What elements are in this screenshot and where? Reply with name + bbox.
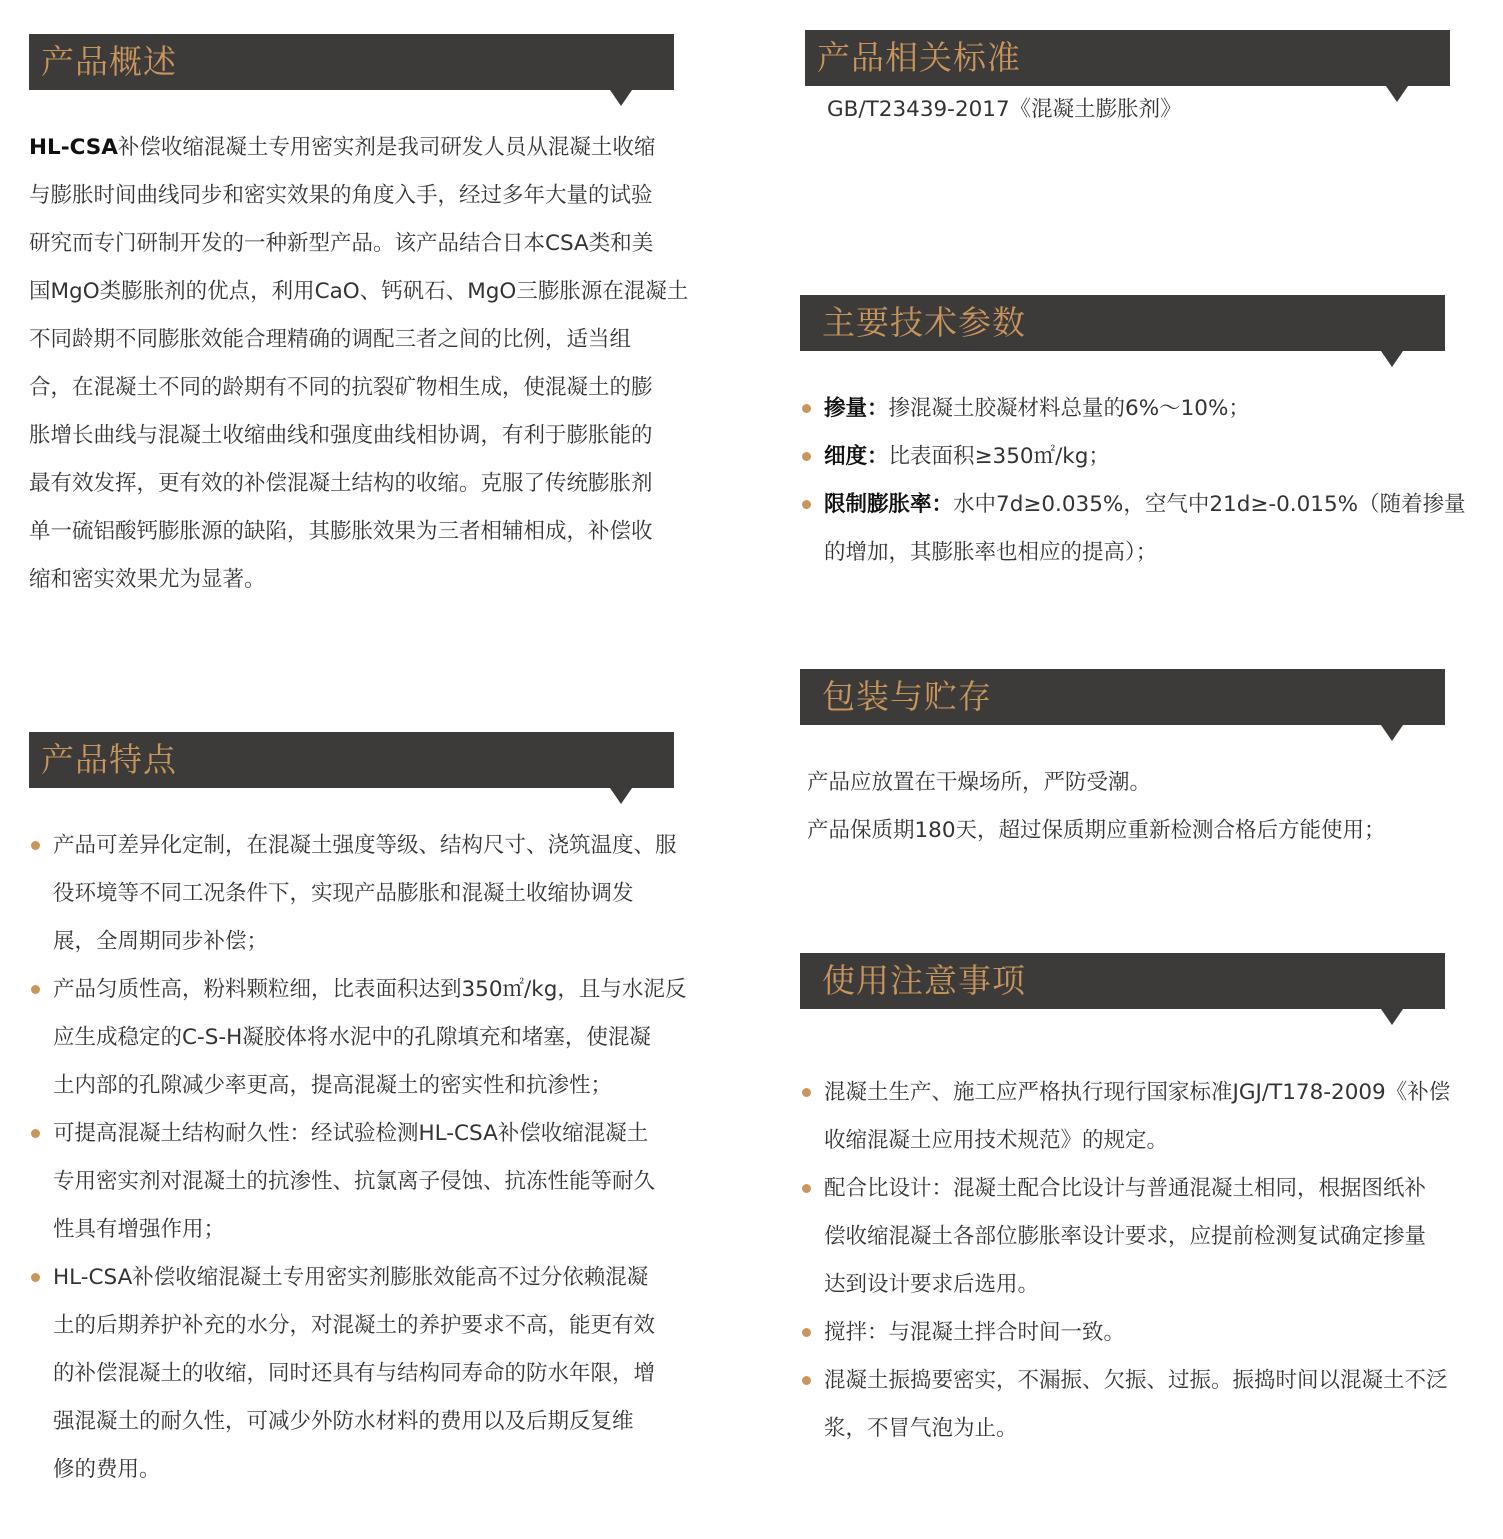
bullet-dot: [802, 1376, 811, 1385]
params-list: [800, 385, 1466, 577]
header-notch: [1386, 86, 1408, 102]
features-header: [29, 732, 674, 788]
list-item: 产品可差异化定制，在混凝土强度等级、结构尺寸、浇筑温度、服 役环境等不同工况条件下，实现产品膨胀和混凝土收缩协调发 展，全周期同步补偿；: [29, 822, 674, 966]
bullet-dot: [31, 1273, 40, 1282]
list-item: 混凝土生产、施工应严格执行现行国家标准JGJ/T178-2009《补偿 收缩混凝土应用技术规范》的规定。: [800, 1069, 1445, 1165]
packaging-title: 包装与贮存: [822, 677, 992, 716]
list-item: 产品匀质性高，粉料颗粒细，比表面积达到350㎡/kg，且与水泥反 应生成稳定的C-S-H凝胶体将水泥中的孔隙填充和堵塞，使混凝 土内部的孔隙减少率更高，提高混凝土的密实性和抗渗性；: [29, 966, 674, 1110]
overview-section: [29, 34, 689, 604]
overview-title: 产品概述: [41, 42, 177, 81]
header-notch: [610, 788, 632, 804]
packaging-header: [800, 669, 1445, 725]
bullet-dot: [802, 1088, 811, 1097]
list-item: 细度：比表面积≥350㎡/kg；: [800, 433, 1445, 481]
overview-header: [29, 34, 674, 90]
bullet-dot: [31, 1129, 40, 1138]
bullet-dot: [802, 1328, 811, 1337]
features-section: [29, 732, 687, 1494]
features-title: 产品特点: [41, 740, 177, 779]
standards-section: [805, 30, 1450, 128]
list-item: 掺量：掺混凝土胶凝材料总量的6%～10%；: [800, 385, 1445, 433]
list-item: 限制膨胀率：水中7d≥0.035%，空气中21d≥-0.015%（随着掺量 的增加，其膨胀率也相应的提高）；: [800, 481, 1445, 577]
list-item: 搅拌：与混凝土拌合时间一致。: [800, 1309, 1445, 1357]
bullet-dot: [31, 841, 40, 850]
params-header: [800, 295, 1445, 351]
notes-section: [800, 953, 1451, 1453]
overview-body: [29, 124, 689, 604]
bullet-dot: [31, 985, 40, 994]
notes-title: 使用注意事项: [822, 961, 1026, 1000]
param-label: 细度：: [824, 444, 889, 469]
standards-title: 产品相关标准: [817, 38, 1021, 77]
header-notch: [1381, 1009, 1403, 1025]
bullet-dot: [802, 404, 811, 413]
overview-text: HL-CSA补偿收缩混凝土专用密实剂是我司研发人员从混凝土收缩 与膨胀时间曲线同步和密实效果的角度入手，经过多年大量的试验 研究而专门研制开发的一种新型产品。该产品结合日本CSA类和美 国MgO类膨胀剂的优点，利用CaO、钙矾石、MgO三膨胀源在混凝土 不同龄期不同膨胀效能合理精确的调配三者之间的比例，适当组 合，在混凝土不同的龄期有不同的抗裂矿物相生成，使混凝土的膨 胀增长曲线与混凝土收缩曲线和强度曲线相协调，有利于膨胀能的 最有效发挥，更有效的补偿混凝土结构的收缩。克服了传统膨胀剂 单一硫铝酸钙膨胀源的缺陷，其膨胀效果为三者相辅相成，补偿收 缩和密实效果尤为显著。: [29, 135, 689, 592]
packaging-text: 产品应放置在干燥场所，严防受潮。 产品保质期180天，超过保质期应重新检测合格后方能使用；: [807, 770, 1386, 843]
list-item: 混凝土振捣要密实，不漏振、欠振、过振。振捣时间以混凝土不泛 浆，不冒气泡为止。: [800, 1357, 1445, 1453]
header-notch: [1381, 351, 1403, 367]
packaging-section: [800, 669, 1445, 855]
params-title: 主要技术参数: [822, 303, 1026, 342]
standards-header: [805, 30, 1450, 86]
list-item: 配合比设计：混凝土配合比设计与普通混凝土相同，根据图纸补 偿收缩混凝土各部位膨胀率设计要求，应提前检测复试确定掺量 达到设计要求后选用。: [800, 1165, 1445, 1309]
param-label: 掺量：: [824, 396, 889, 421]
param-label: 限制膨胀率：: [824, 492, 954, 517]
list-item: 可提高混凝土结构耐久性：经试验检测HL-CSA补偿收缩混凝土 专用密实剂对混凝土的抗渗性、抗氯离子侵蚀、抗冻性能等耐久 性具有增强作用；: [29, 1110, 674, 1254]
list-item: HL-CSA补偿收缩混凝土专用密实剂膨胀效能高不过分依赖混凝 土的后期养护补充的水分，对混凝土的养护要求不高，能更有效 的补偿混凝土的收缩，同时还具有与结构同寿命的防水年限，增 强混凝土的耐久性，可减少外防水材料的费用以及后期反复维 修的费用。: [29, 1254, 674, 1494]
bullet-dot: [802, 500, 811, 509]
notes-list: [800, 1069, 1451, 1453]
notes-header: [800, 953, 1445, 1009]
params-section: [800, 295, 1466, 577]
features-list: [29, 822, 687, 1494]
bullet-dot: [802, 452, 811, 461]
standard-text: GB/T23439-2017《混凝土膨胀剂》: [827, 97, 1182, 122]
header-notch: [1381, 725, 1403, 741]
product-code: HL-CSA: [29, 135, 118, 160]
bullet-dot: [802, 1184, 811, 1193]
header-notch: [610, 90, 632, 106]
